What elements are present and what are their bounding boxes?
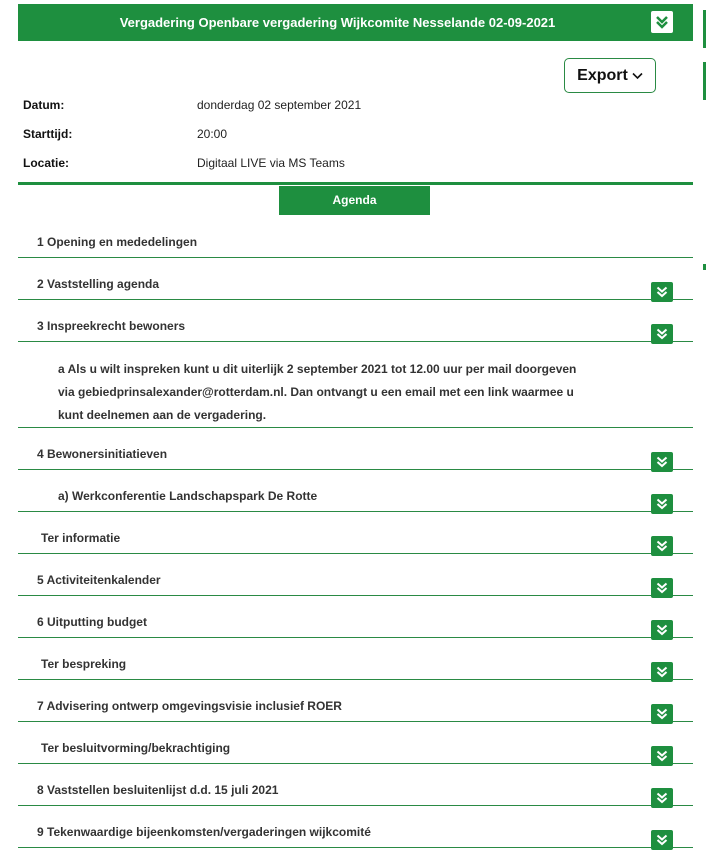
agenda-item-7[interactable]	[18, 692, 693, 722]
agenda-item-label: Ter bespreking	[41, 657, 127, 671]
double-chevron-down-icon	[656, 498, 668, 510]
double-chevron-down-icon	[656, 834, 668, 846]
agenda-item-1[interactable]	[18, 228, 693, 258]
agenda-item-label: 8 Vaststellen besluitenlijst d.d. 15 juli 2021	[37, 783, 279, 797]
agenda-item-label: Ter besluitvorming/bekrachtiging	[41, 741, 231, 755]
agenda-item-label: 5 Activiteitenkalender	[37, 573, 161, 587]
agenda-item-9[interactable]	[18, 818, 693, 848]
double-chevron-down-icon	[656, 540, 668, 552]
tab-agenda[interactable]: Agenda	[279, 186, 430, 215]
location-value: Digitaal LIVE via MS Teams	[197, 156, 345, 170]
export-label: Export	[577, 66, 628, 84]
agenda-item-5[interactable]	[18, 566, 693, 596]
agenda-item-2[interactable]	[18, 270, 693, 300]
double-chevron-icon	[656, 15, 668, 29]
double-chevron-down-icon	[656, 456, 668, 468]
double-chevron-down-icon	[656, 666, 668, 678]
expand-button[interactable]	[651, 662, 673, 682]
expand-button[interactable]	[651, 788, 673, 808]
expand-button[interactable]	[651, 494, 673, 514]
agenda-section-ter-informatie[interactable]	[18, 524, 693, 554]
agenda-item-label: a) Werkconferentie Landschapspark De Rotte	[58, 489, 318, 503]
start-time-value: 20:00	[197, 127, 228, 141]
agenda-item-3[interactable]	[18, 312, 693, 342]
agenda-item-label: 1 Opening en mededelingen	[37, 235, 198, 249]
collapse-header-button[interactable]	[651, 11, 673, 33]
double-chevron-down-icon	[656, 750, 668, 762]
expand-button[interactable]	[651, 704, 673, 724]
agenda-item-label: 7 Advisering ontwerp omgevingsvisie inclusief ROER	[37, 699, 342, 713]
expand-button[interactable]	[651, 830, 673, 850]
agenda-note: a Als u wilt inspreken kunt u dit uiterlijk 2 september 2021 tot 12.00 uur per mail doorgeven via gebiedprinsalexander@rotterdam.nl. Dan ontvangt u een email met een link waarmee u kunt deelnemen aan de vergadering.	[58, 362, 577, 422]
agenda-item-label: 6 Uitputting budget	[37, 615, 147, 629]
agenda-item-label: 9 Tekenwaardige bijeenkomsten/vergaderingen wijkcomité	[37, 825, 371, 839]
meeting-header	[18, 4, 693, 41]
agenda-section-ter-besluitvorming[interactable]	[18, 734, 693, 764]
agenda-item-6[interactable]	[18, 608, 693, 638]
agenda-section-ter-bespreking[interactable]	[18, 650, 693, 680]
chevron-down-icon	[632, 72, 643, 80]
agenda-note-row	[18, 342, 693, 428]
double-chevron-down-icon	[656, 792, 668, 804]
expand-button[interactable]	[651, 324, 673, 344]
agenda-item-4[interactable]	[18, 440, 693, 470]
double-chevron-down-icon	[656, 328, 668, 340]
double-chevron-down-icon	[656, 624, 668, 636]
meeting-title: Vergadering Openbare vergadering Wijkcomite Nesselande 02-09-2021	[119, 15, 556, 30]
section-divider	[18, 182, 693, 185]
agenda-item-label: 2 Vaststelling agenda	[37, 277, 160, 291]
expand-button[interactable]	[651, 578, 673, 598]
date-value: donderdag 02 september 2021	[197, 98, 362, 112]
location-label: Locatie:	[23, 156, 70, 170]
double-chevron-down-icon	[656, 286, 668, 298]
date-label: Datum:	[23, 98, 65, 112]
agenda-item-label: Ter informatie	[41, 531, 121, 545]
start-time-label: Starttijd:	[23, 127, 73, 141]
expand-button[interactable]	[651, 536, 673, 556]
expand-button[interactable]	[651, 620, 673, 640]
expand-button[interactable]	[651, 282, 673, 302]
double-chevron-down-icon	[656, 708, 668, 720]
expand-button[interactable]	[651, 452, 673, 472]
agenda-item-8[interactable]	[18, 776, 693, 806]
agenda-item-4a[interactable]	[18, 482, 693, 512]
expand-button[interactable]	[651, 746, 673, 766]
agenda-item-label: 4 Bewonersinitiatieven	[37, 447, 168, 461]
double-chevron-down-icon	[656, 582, 668, 594]
agenda-item-label: 3 Inspreekrecht bewoners	[37, 319, 186, 333]
export-button[interactable]	[564, 58, 656, 93]
